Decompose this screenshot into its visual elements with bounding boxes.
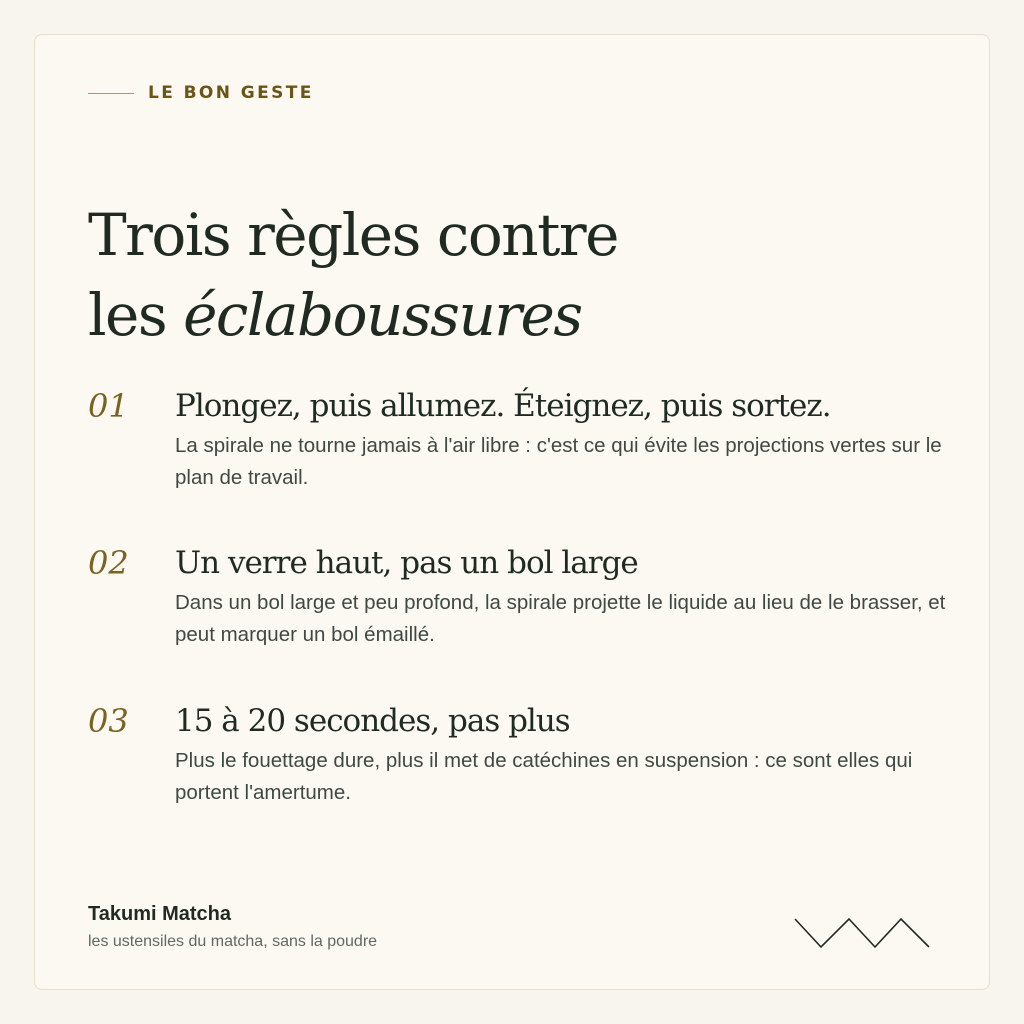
brand-name: Takumi Matcha	[88, 903, 231, 925]
rule-body	[175, 384, 955, 494]
rule-number: 03	[88, 702, 129, 740]
rule-title: Plongez, puis allumez. Éteignez, puis sortez.	[175, 388, 831, 424]
title-line-1: Trois règles contre	[88, 201, 618, 269]
title-line-2-italic: éclaboussures	[183, 281, 582, 349]
card	[34, 34, 990, 990]
page-title	[88, 195, 618, 355]
rule-body	[175, 541, 955, 651]
brand-block	[88, 901, 377, 953]
rule-text: Plus le fouettage dure, plus il met de catéchines en suspension : ce sont elles qui portent l'amertume.	[175, 749, 913, 804]
rule-number: 01	[88, 387, 129, 425]
rule-title: 15 à 20 secondes, pas plus	[175, 703, 570, 739]
rule-item-2	[88, 541, 955, 651]
eyebrow	[88, 83, 314, 103]
rule-text: Dans un bol large et peu profond, la spirale projette le liquide au lieu de le brasser, et peut marquer un bol émaillé.	[175, 591, 946, 646]
brand-tagline: les ustensiles du matcha, sans la poudre	[88, 933, 378, 950]
title-line-2-prefix: les	[88, 281, 184, 349]
rule-body	[175, 699, 955, 809]
eyebrow-label: LE BON GESTE	[148, 83, 314, 103]
rule-item-3	[88, 699, 955, 809]
rule-number: 02	[88, 544, 129, 582]
rule-item-1	[88, 384, 955, 494]
zigzag-logo-icon	[793, 915, 933, 951]
rule-title: Un verre haut, pas un bol large	[175, 545, 638, 581]
eyebrow-divider	[88, 93, 134, 94]
rule-text: La spirale ne tourne jamais à l'air libre : c'est ce qui évite les projections vertes sur le plan de travail.	[175, 434, 942, 489]
